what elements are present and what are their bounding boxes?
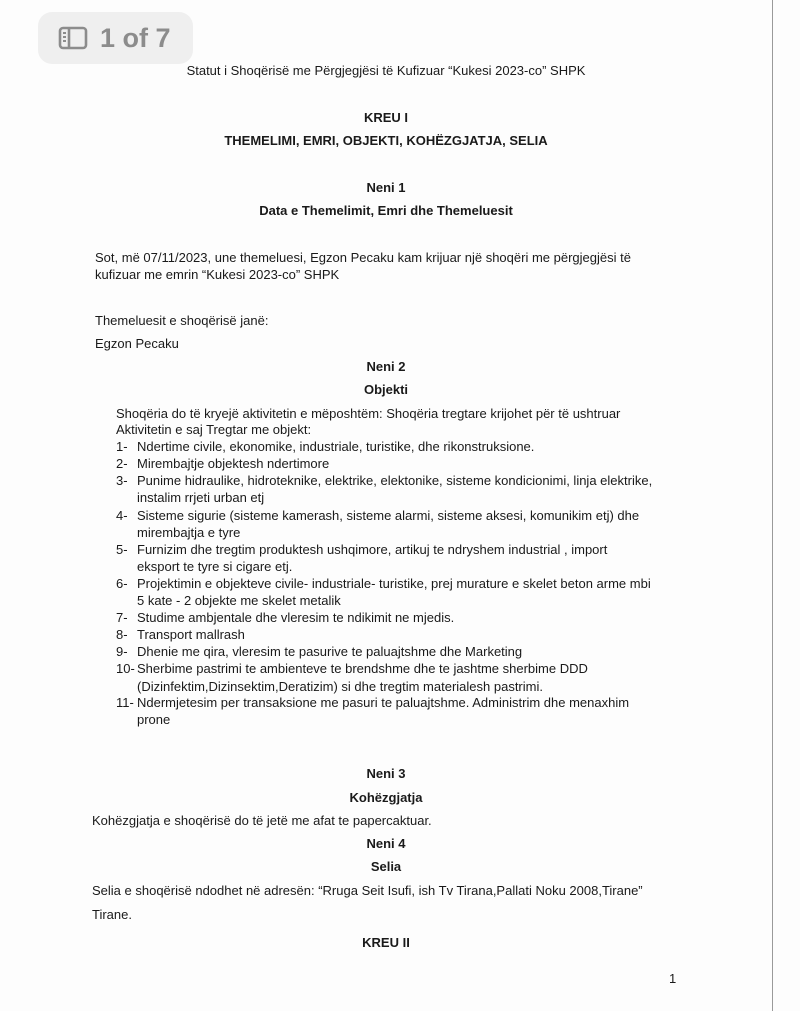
list-item-text-continued: prone — [137, 712, 171, 727]
neni-4-text-line-2: Tirane. — [92, 907, 132, 922]
list-item-text: Ndertime civile, ekonomike, industriale, turistike, dhe rikonstruksione. — [137, 439, 535, 454]
chapter-2-title: KREU II — [362, 935, 410, 950]
list-item-text: Mirembajtje objektesh ndertimore — [137, 456, 330, 471]
list-item-text: Transport mallrash — [137, 627, 245, 642]
chapter-1-subtitle: THEMELIMI, EMRI, OBJEKTI, KOHËZGJATJA, SELIA — [224, 133, 548, 148]
list-item-number: 9- — [116, 644, 128, 659]
neni-3-text: Kohëzgjatja e shoqërisë do të jetë me afat te papercaktuar. — [92, 813, 432, 828]
list-item-text-continued: eksport te tyre si cigare etj. — [137, 559, 293, 574]
list-item-number: 2- — [116, 456, 128, 471]
list-item-text-continued: mirembajtja e tyre — [137, 525, 241, 540]
neni-2-intro-line-2: Aktivitetin e saj Tregtar me objekt: — [116, 422, 312, 437]
list-item-text: Sherbime pastrimi te ambienteve te brendshme dhe te jashtme sherbime DDD — [137, 661, 588, 676]
neni-1-subtitle: Data e Themelimit, Emri dhe Themeluesit — [259, 203, 513, 218]
list-item-text: Dhenie me qira, vleresim te pasurive te paluajtshme dhe Marketing — [137, 644, 523, 659]
list-item-text: Projektimin e objekteve civile- industriale- turistike, prej murature e skelet beton arme mbi — [137, 576, 651, 591]
list-item-text: Punime hidraulike, hidroteknike, elektrike, elektonike, sisteme kondicionimi, linja elektrike, — [137, 473, 653, 488]
page-indicator[interactable] — [38, 12, 193, 64]
neni-3-subtitle: Kohëzgjatja — [349, 790, 423, 805]
list-item-text: Sisteme sigurie (sisteme kamerash, sisteme alarmi, sisteme aksesi, komunikim etj) dhe — [137, 508, 640, 523]
document-header: Statut i Shoqërisë me Përgjegjësi të Kufizuar “Kukesi 2023-co” SHPK — [186, 63, 586, 78]
list-item-number: 4- — [116, 508, 128, 523]
neni-1-paragraph-line-2: kufizuar me emrin “Kukesi 2023-co” SHPK — [95, 267, 340, 282]
founders-label: Themeluesit e shoqërisë janë: — [95, 313, 269, 328]
neni-3-title: Neni 3 — [366, 766, 406, 781]
list-item-text-continued: 5 kate - 2 objekte me skelet metalik — [137, 593, 341, 608]
list-item-number: 5- — [116, 542, 128, 557]
sidebar-panel-icon — [58, 26, 88, 50]
list-item-number: 1- — [116, 439, 128, 454]
neni-1-paragraph-line-1: Sot, më 07/11/2023, une themeluesi, Egzon Pecaku kam krijuar një shoqëri me përgjegjësi të — [95, 250, 631, 265]
neni-2-subtitle: Objekti — [363, 382, 409, 397]
list-item-number: 7- — [116, 610, 128, 625]
list-item-number: 3- — [116, 473, 128, 488]
list-item-text-continued: (Dizinfektim,Dizinsektim,Deratizim) si dhe tregtim materialesh pastrimi. — [137, 679, 543, 694]
list-item-number: 10- — [116, 661, 135, 676]
list-item-number: 8- — [116, 627, 128, 642]
neni-2-intro-line-1: Shoqëria do të kryejë aktivitetin e mëposhtëm: Shoqëria tregtare krijohet për të ushtruar — [116, 406, 621, 421]
neni-1-title: Neni 1 — [366, 180, 406, 195]
page-number: 1 — [669, 971, 677, 986]
neni-4-title: Neni 4 — [366, 836, 406, 851]
page-edge — [772, 0, 773, 1011]
page-indicator-text: 1 of 7 — [100, 22, 171, 53]
neni-4-subtitle: Selia — [370, 859, 402, 874]
list-item-number: 11- — [116, 695, 134, 710]
list-item-text: Furnizim dhe tregtim produktesh ushqimore, artikuj te ndryshem industrial , import — [137, 542, 608, 557]
chapter-1-title: KREU I — [363, 110, 409, 125]
neni-4-text-line-1: Selia e shoqërisë ndodhet në adresën: “Rruga Seit Isufi, ish Tv Tirana,Pallati Noku 2008,Tirane” — [92, 883, 643, 898]
list-item-text: Studime ambjentale dhe vleresim te ndikimit ne mjedis. — [137, 610, 455, 625]
list-item-text-continued: instalim rrjeti urban etj — [137, 490, 265, 505]
neni-2-title: Neni 2 — [366, 359, 406, 374]
founder-name: Egzon Pecaku — [95, 336, 179, 351]
list-item-text: Ndermjetesim per transaksione me pasuri te paluajtshme. Administrim dhe menaxhim — [137, 695, 630, 710]
list-item-number: 6- — [116, 576, 128, 591]
